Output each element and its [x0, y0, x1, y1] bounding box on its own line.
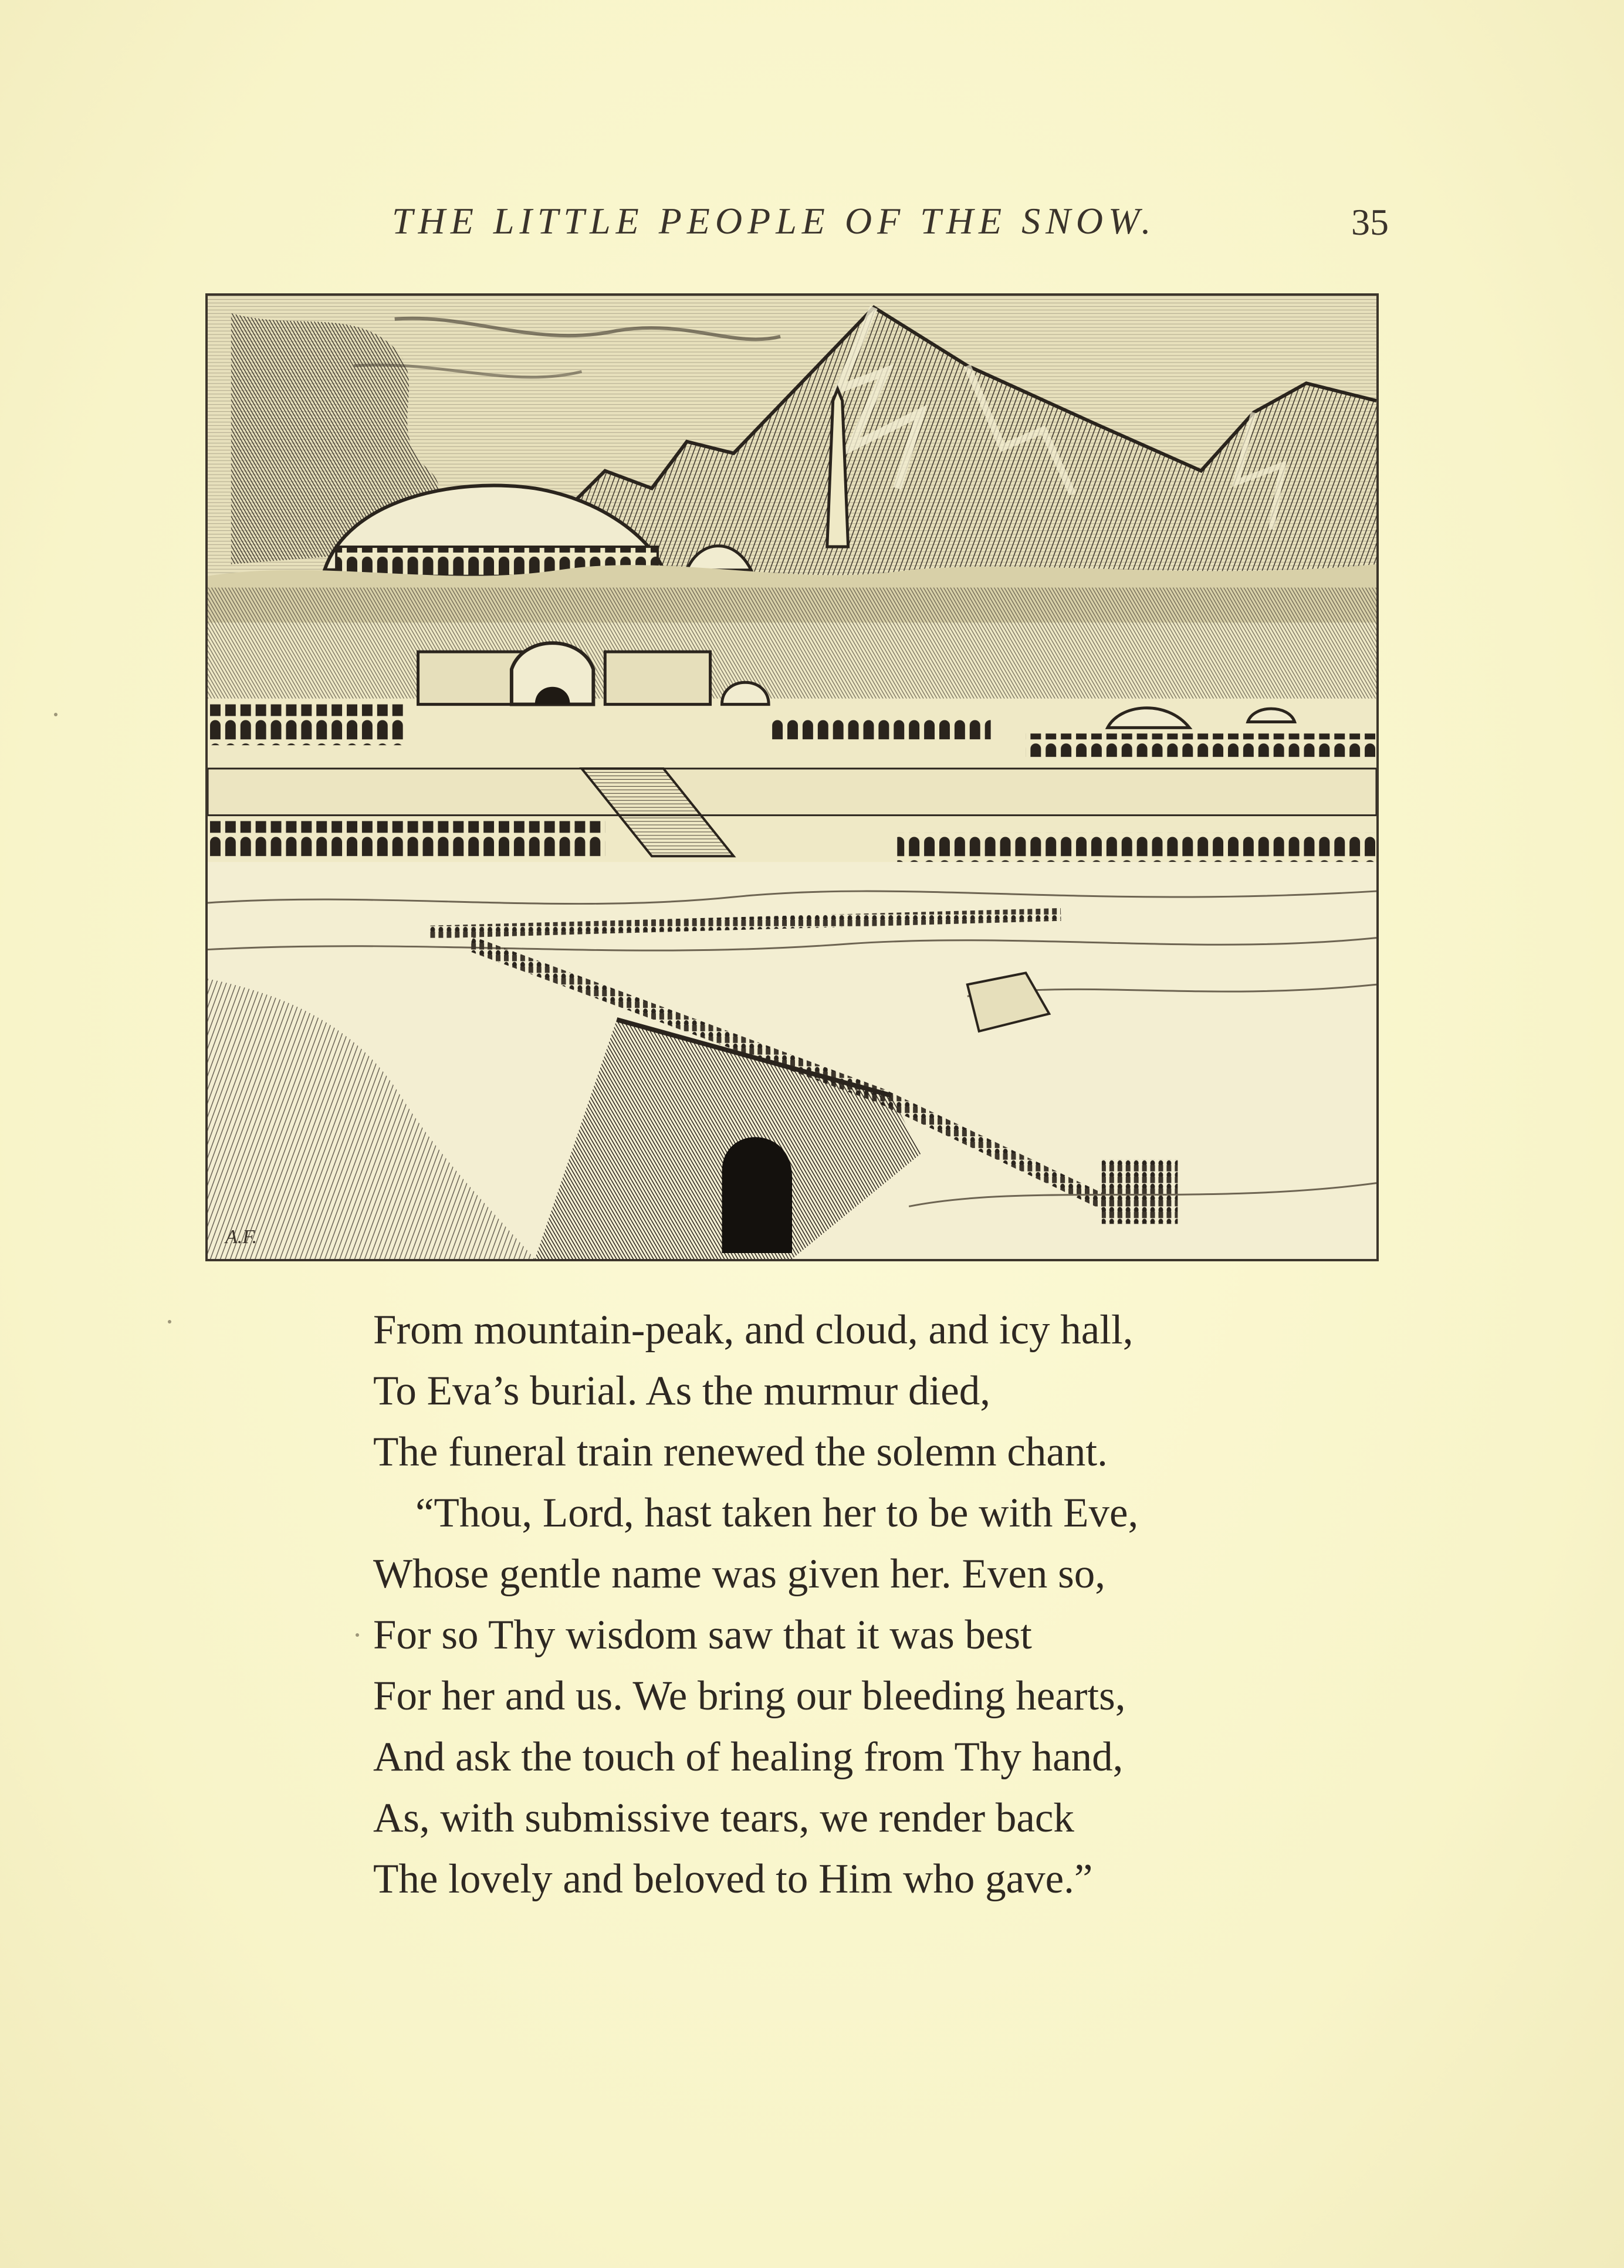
engraving-artwork: [208, 296, 1376, 1259]
poem-line: To Eva’s burial. As the murmur died,: [373, 1368, 990, 1414]
poem-line: And ask the touch of healing from Thy hand,: [373, 1734, 1124, 1780]
poem-line: For her and us. We bring our bleeding hearts,: [373, 1673, 1126, 1719]
poem-line: As, with submissive tears, we render back: [373, 1795, 1074, 1841]
running-head: [0, 199, 1624, 252]
engraving-illustration: [205, 293, 1379, 1261]
margin-speck: [168, 1320, 171, 1323]
poem-line: For so Thy wisdom saw that it was best: [373, 1612, 1032, 1658]
page-number: 35: [1351, 201, 1389, 243]
poem-line: The lovely and beloved to Him who gave.”: [373, 1856, 1093, 1902]
illustrator-signature: A.F.: [225, 1226, 258, 1248]
poem-line: Whose gentle name was given her. Even so,: [373, 1551, 1106, 1597]
poem-line: The funeral train renewed the solemn chant.: [373, 1429, 1108, 1475]
margin-speck: [54, 713, 57, 716]
poem-line: “Thou, Lord, hast taken her to be with Eve,: [415, 1490, 1139, 1536]
margin-speck: [356, 1633, 359, 1637]
poem-line: From mountain-peak, and cloud, and icy hall,: [373, 1307, 1134, 1353]
poem-text: [373, 1299, 1371, 1910]
running-title: THE LITTLE PEOPLE OF THE SNOW.: [392, 200, 1156, 242]
